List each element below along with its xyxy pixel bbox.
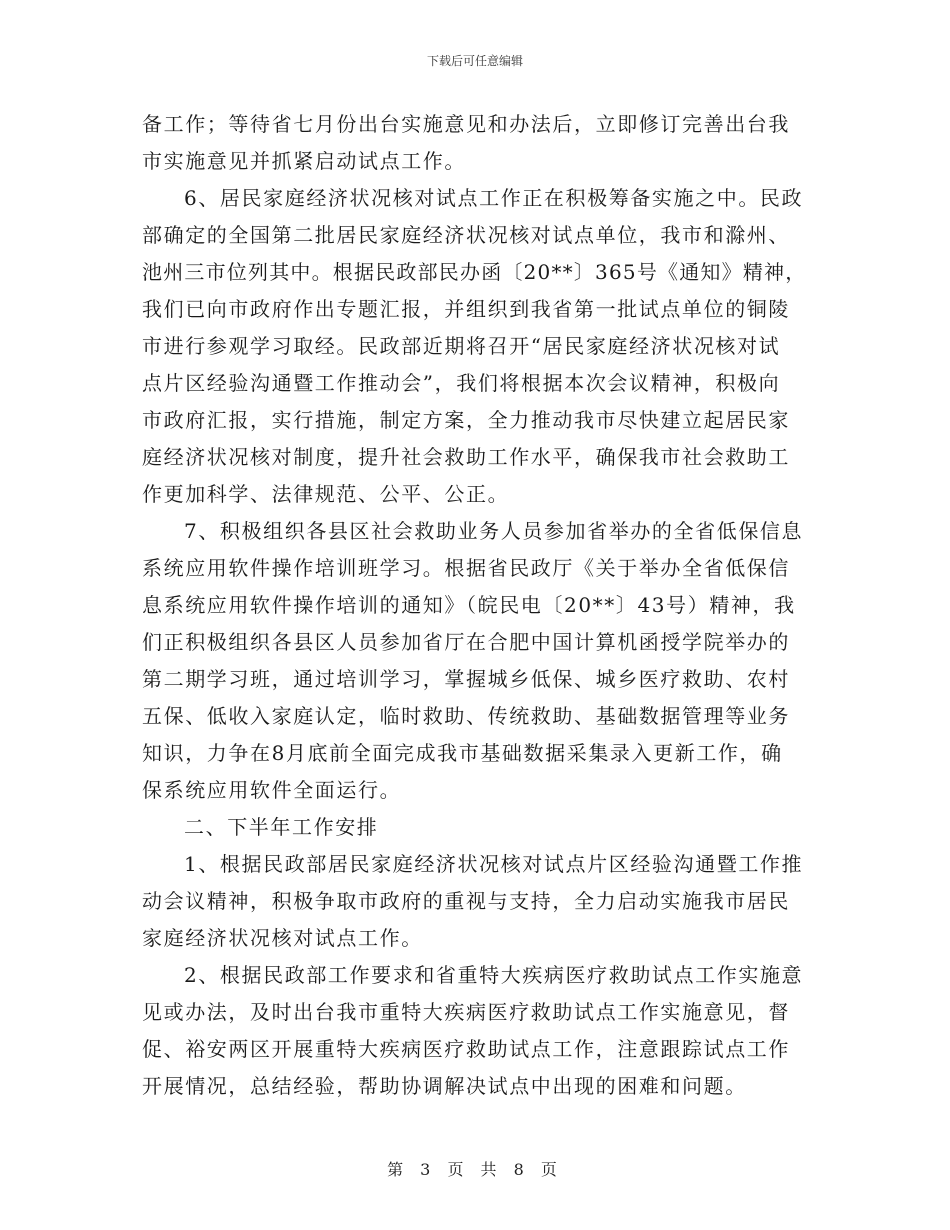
paragraph-line: 息系统应用软件操作培训的通知》（皖民电〔20**〕43号）精神，我 — [142, 593, 796, 617]
paragraph-line: 1、根据民政部居民家庭经济状况核对试点片区经验沟通暨工作推 — [184, 852, 804, 876]
document-body — [142, 106, 808, 1105]
paragraph-line: 家庭经济状况核对试点工作。 — [142, 926, 423, 950]
paragraph-line: 知识，力争在8月底前全面完成我市基础数据采集录入更新工作，确 — [142, 741, 783, 765]
paragraph-line: 6、居民家庭经济状况核对试点工作正在积极筹备实施之中。民政 — [184, 186, 804, 210]
page-header: 下载后可任意编辑 — [426, 54, 523, 68]
paragraph-line: 部确定的全国第二批居民家庭经济状况核对试点单位，我市和滁州、 — [142, 223, 790, 247]
paragraph-line: 开展情况，总结经验，帮助协调解决试点中出现的困难和问题。 — [142, 1074, 747, 1098]
paragraph-line: 们正积极组织各县区人员参加省厅在合肥中国计算机函授学院举办的 — [142, 630, 790, 654]
paragraph-line: 池州三市位列其中。根据民政部民办函〔20**〕365号《通知》精神， — [142, 260, 807, 284]
paragraph-line: 2、根据民政部工作要求和省重特大疾病医疗救助试点工作实施意 — [184, 963, 804, 987]
paragraph-line: 备工作；等待省七月份出台实施意见和办法后，立即修订完善出台我 — [142, 112, 790, 136]
paragraph-line: 系统应用软件操作培训班学习。根据省民政厅《关于举办全省低保信 — [142, 556, 790, 580]
paragraph-line: 动会议精神，积极争取市政府的重视与支持，全力启动实施我市居民 — [142, 889, 790, 913]
paragraph-line: 保系统应用软件全面运行。 — [142, 778, 402, 802]
paragraph-line: 市政府汇报，实行措施，制定方案，全力推动我市尽快建立起居民家 — [142, 408, 790, 432]
paragraph-line: 市实施意见并抓紧启动试点工作。 — [142, 149, 466, 173]
paragraph-line: 第二期学习班，通过培训学习，掌握城乡低保、城乡医疗救助、农村 — [142, 667, 790, 691]
page-number: 第 3 页 共 8 页 — [387, 1160, 563, 1179]
paragraph-line: 促、裕安两区开展重特大疾病医疗救助试点工作，注意跟踪试点工作 — [142, 1037, 790, 1061]
paragraph-line: 见或办法，及时出台我市重特大疾病医疗救助试点工作实施意见，督 — [142, 1000, 790, 1024]
paragraph-line: 五保、低收入家庭认定，临时救助、传统救助、基础数据管理等业务 — [142, 704, 790, 728]
paragraph-line: 庭经济状况核对制度，提升社会救助工作水平，确保我市社会救助工 — [142, 445, 790, 469]
paragraph-line: 7、积极组织各县区社会救助业务人员参加省举办的全省低保信息 — [184, 519, 804, 543]
paragraph-line: 作更加科学、法律规范、公平、公正。 — [142, 482, 510, 506]
paragraph-line: 点片区经验沟通暨工作推动会”，我们将根据本次会议精神，积极向 — [142, 371, 781, 395]
paragraph-line: 我们已向市政府作出专题汇报，并组织到我省第一批试点单位的铜陵 — [142, 297, 790, 321]
paragraph-line: 市进行参观学习取经。民政部近期将召开“居民家庭经济状况核对试 — [142, 334, 781, 358]
section-heading: 二、下半年工作安排 — [184, 815, 379, 839]
